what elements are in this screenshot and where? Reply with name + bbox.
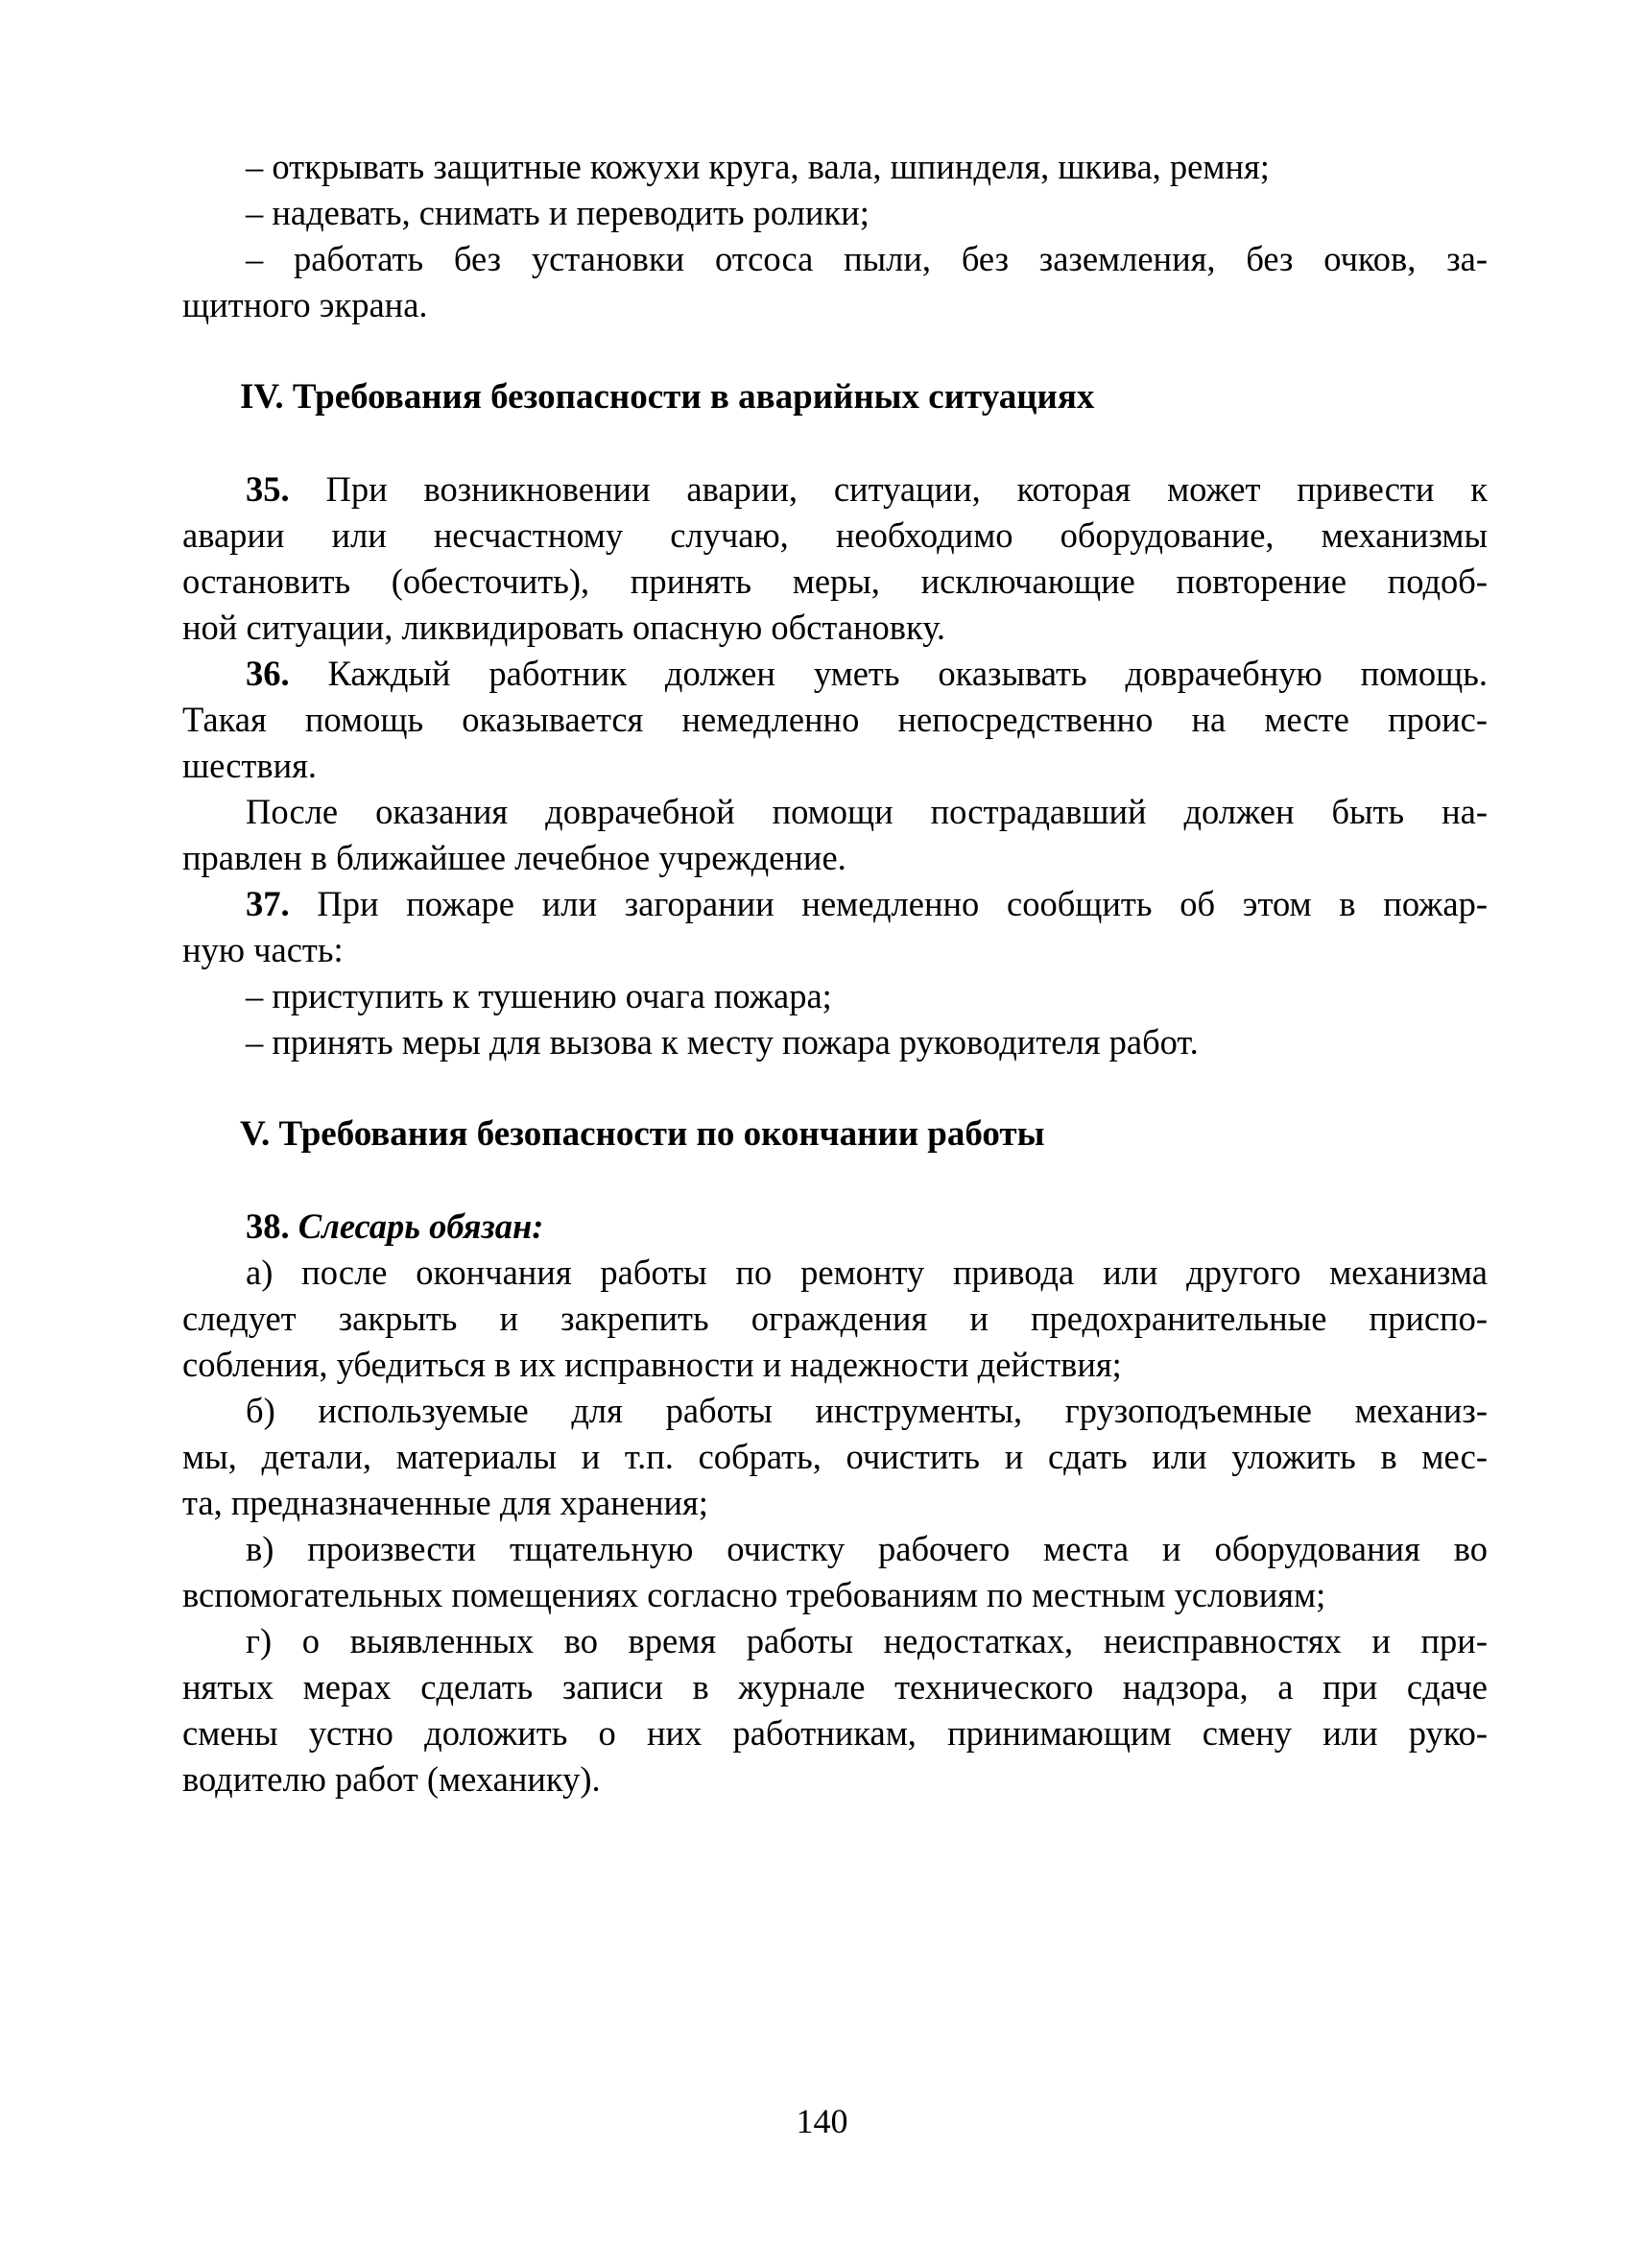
duty-a-line: собления, убедиться в их исправности и надежности действия; [182, 1345, 1122, 1384]
paragraph-35-line: остановить (обесточить), принять меры, исключающие повторение подоб- [182, 561, 1488, 601]
paragraph-35-line: ной ситуации, ликвидировать опасную обстановку. [182, 608, 945, 647]
paragraph-36-line: Такая помощь оказывается немедленно непосредственно на месте проис- [182, 700, 1488, 739]
item-number: 35. [246, 469, 290, 509]
item-number: 37. [246, 884, 290, 923]
fire-action-item: – принять меры для вызова к месту пожара руководителя работ. [246, 1022, 1199, 1062]
duty-a-line: следует закрыть и закрепить ограждения и предохранительные приспо- [182, 1299, 1488, 1338]
prohibition-item: – открывать защитные кожухи круга, вала, шпинделя, шкива, ремня; [246, 147, 1270, 186]
duty-d: г) о выявленных во время работы недостатках, неисправностях и при- [246, 1621, 1488, 1660]
duty-b: б) используемые для работы инструменты, грузоподъемные механиз- [246, 1391, 1488, 1430]
paragraph-36-followup-line: правлен в ближайшее лечебное учреждение. [182, 838, 846, 877]
item-number: 38. [246, 1206, 290, 1246]
paragraph-36-followup: После оказания доврачебной помощи пострадавший должен быть на- [246, 792, 1488, 831]
section-heading-end-of-work: V. Требования безопасности по окончании работы [240, 1114, 1045, 1154]
paragraph-35: 35. При возникновении аварии, ситуации, которая может привести к [246, 469, 1488, 509]
paragraph-37-line: ную часть: [182, 930, 344, 969]
paragraph-36-line: шествия. [182, 746, 318, 785]
prohibition-item: – надевать, снимать и переводить ролики; [246, 193, 870, 232]
prohibition-item: – работать без установки отсоса пыли, без заземления, без очков, за- [246, 239, 1488, 278]
duty-a: а) после окончания работы по ремонту привода или другого механизма [246, 1253, 1488, 1292]
duty-d-line: смены устно доложить о них работникам, принимающим смену или руко- [182, 1713, 1488, 1753]
duty-c-line: вспомогательных помещениях согласно требованиям по местным условиям; [182, 1575, 1326, 1614]
duty-b-line: та, предназначенные для хранения; [182, 1483, 708, 1522]
section-heading-emergency: IV. Требования безопасности в аварийных ситуациях [240, 377, 1095, 417]
paragraph-37: 37. При пожаре или загорании немедленно сообщить об этом в пожар- [246, 884, 1488, 923]
page-number: 140 [796, 2102, 848, 2140]
duty-b-line: мы, детали, материалы и т.п. собрать, очистить и сдать или уложить в мес- [182, 1437, 1488, 1476]
fire-action-item: – приступить к тушению очага пожара; [246, 976, 832, 1015]
paragraph-38-lead: Слесарь обязан: [289, 1206, 544, 1246]
item-number: 36. [246, 654, 290, 693]
duty-d-line: водителю работ (механику). [182, 1759, 601, 1799]
duty-d-line: нятых мерах сделать записи в журнале технического надзора, а при сдаче [182, 1667, 1488, 1707]
prohibition-item-continued: щитного экрана. [182, 285, 428, 324]
document-page [182, 144, 1488, 1802]
paragraph-35-line: аварии или несчастному случаю, необходимо оборудование, механизмы [182, 515, 1488, 555]
duty-c: в) произвести тщательную очистку рабочего места и оборудования во [246, 1529, 1488, 1568]
paragraph-36: 36. Каждый работник должен уметь оказывать доврачебную помощь. [246, 654, 1488, 693]
paragraph-38 [182, 1204, 1488, 1250]
